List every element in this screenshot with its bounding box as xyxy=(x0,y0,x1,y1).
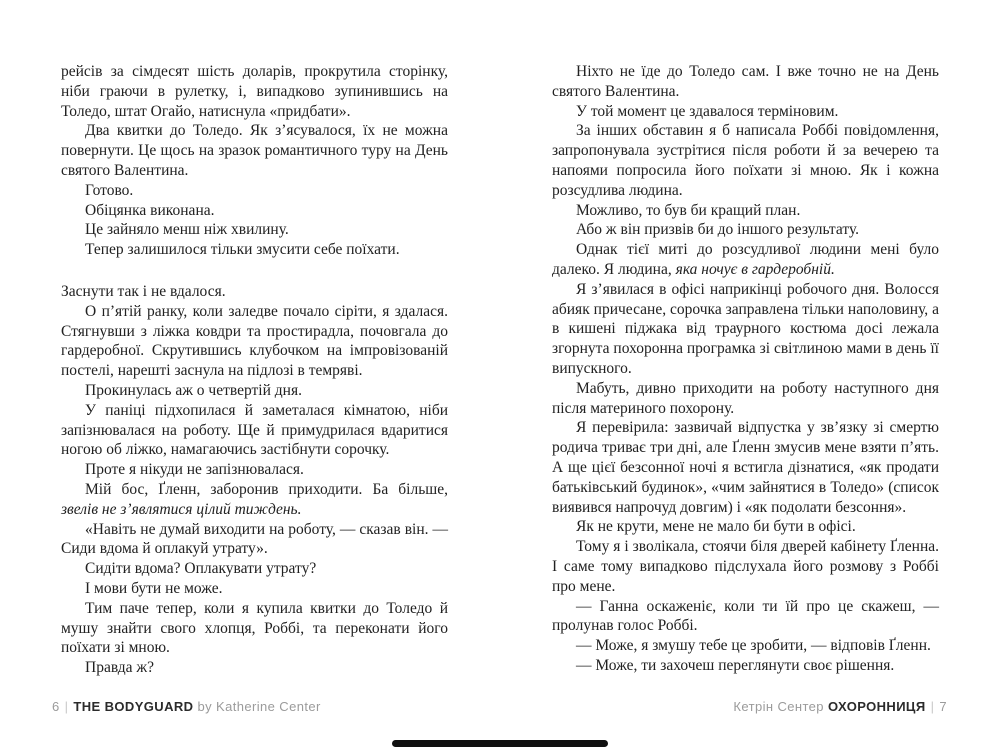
book-paragraph xyxy=(61,302,448,381)
book-paragraph xyxy=(61,579,448,599)
home-indicator-bar[interactable] xyxy=(392,740,608,747)
book-byline-text: by Katherine Center xyxy=(197,699,321,714)
text-segment: Як не крути, мене не мало би бути в офісі. xyxy=(576,518,856,536)
page-number-left: 6 xyxy=(52,699,60,714)
text-segment: Я перевірила: зазвичай відпустка у зв’язку зі смертю родича триває три дні, але Ґленн змусив мене взяти п’ять. А ще цієї безсонної ночі я встигла дізнатися, «як продати батьківський будинок», «чим зайнятися в Толедо» (список виявився напрочуд довгим) і «як подолати безсоння». xyxy=(552,419,939,516)
text-segment: Готово. xyxy=(85,181,134,199)
footer-right-separator: | xyxy=(930,699,935,714)
text-segment: Обіцянка виконана. xyxy=(85,201,215,219)
book-paragraph xyxy=(61,282,448,302)
text-segment: Або ж він призвів би до іншого результату. xyxy=(576,221,860,239)
text-segment: Ніхто не їде до Толедо сам. І вже точно не на День святого Валентина. xyxy=(552,63,939,100)
page-left-text-area[interactable] xyxy=(61,62,448,678)
text-segment: Сидіти вдома? Оплакувати утрату? xyxy=(85,560,317,578)
book-paragraph xyxy=(61,520,448,560)
book-title-ukrainian: ОХОРОННИЦЯ xyxy=(827,699,926,714)
book-paragraph xyxy=(552,240,939,280)
text-segment: Тепер залишилося тільки змусити себе поїхати. xyxy=(85,241,400,259)
book-paragraph xyxy=(552,121,939,200)
text-segment: Я з’явилася в офісі наприкінці робочого дня. Волосся абияк причесане, сорочка заправлена тільки наполовину, а в кишені піджака від траурного костюма досі лежала згорнута похоронна програмка зі світлиною мами в день її випускного. xyxy=(552,280,939,377)
text-segment: Мабуть, дивно приходити на роботу наступного дня після материного похорону. xyxy=(552,379,939,417)
book-paragraph xyxy=(61,401,448,460)
italic-text-segment: звелів не з’являтися цілий тиждень. xyxy=(61,500,302,518)
page-left-footer xyxy=(52,699,321,714)
text-segment: О п’ятій ранку, коли заледве почало сіріти, я здалася. Стягнувши з ліжка ковдри та простирадла, почовгала до гардеробної. Скрутившись клубочком на імпровізованій постелі, нарешті заснула на підлозі в темряві. xyxy=(61,302,448,380)
book-paragraph xyxy=(61,559,448,579)
book-paragraph xyxy=(552,636,939,656)
page-number-right: 7 xyxy=(939,699,947,714)
text-segment: Прокинулась аж о четвертій дня. xyxy=(85,381,302,399)
book-paragraph xyxy=(552,517,939,537)
book-paragraph xyxy=(61,381,448,401)
page-right-footer xyxy=(733,699,947,714)
book-paragraph xyxy=(61,201,448,221)
book-paragraph xyxy=(61,658,448,678)
book-paragraph xyxy=(552,418,939,517)
text-segment: Заснути так і не вдалося. xyxy=(61,282,226,300)
book-paragraph xyxy=(552,201,939,221)
book-paragraph xyxy=(552,102,939,122)
text-segment: Тим паче тепер, коли я купила квитки до Толедо й мушу знайти свого хлопця, Роббі, та переконати його поїхати зі мною. xyxy=(61,599,448,657)
book-paragraph xyxy=(61,599,448,658)
book-paragraph xyxy=(552,379,939,419)
footer-left-separator: | xyxy=(64,699,69,714)
text-segment: І мови бути не може. xyxy=(85,579,223,597)
text-segment: У паніці підхопилася й заметалася кімнатою, ніби запізнювалася на роботу. Ще й примудрилася вдаритися ногою об ліжко, намагаючись застібнути сорочку. xyxy=(61,401,448,459)
text-segment: Мій бос, Ґленн, заборонив приходити. Ба більше, xyxy=(85,480,448,498)
text-segment: Це зайняло менш ніж хвилину. xyxy=(85,221,289,239)
text-segment: Однак тієї миті до розсудливої людини мені було далеко. Я людина, xyxy=(552,241,939,278)
book-paragraph xyxy=(61,240,448,260)
book-paragraph xyxy=(552,62,939,102)
text-segment: — Може, я змушу тебе це зробити, — відповів Ґленн. xyxy=(576,637,931,655)
text-segment: Проте я нікуди не запізнювалася. xyxy=(85,461,304,479)
book-paragraph xyxy=(552,280,939,379)
book-paragraph xyxy=(61,220,448,240)
text-segment: — Може, ти захочеш переглянути своє рішення. xyxy=(576,656,895,674)
book-paragraph xyxy=(552,597,939,637)
page-right-text-area[interactable] xyxy=(552,62,939,676)
text-segment: «Навіть не думай виходити на роботу, — сказав він. — Сиди вдома й оплакуй утрату». xyxy=(61,520,448,558)
book-paragraph xyxy=(61,62,448,121)
text-segment: Два квитки до Толедо. Як з’ясувалося, їх не можна повернути. Це щось на зразок романтичного туру на День святого Валентина. xyxy=(61,122,448,179)
book-paragraph xyxy=(61,480,448,520)
text-segment: У той момент це здавалося терміновим. xyxy=(576,102,839,120)
book-paragraph xyxy=(552,537,939,596)
text-segment: Можливо, то був би кращий план. xyxy=(576,201,801,219)
book-paragraph xyxy=(61,181,448,201)
text-segment: — Ганна оскаженіє, коли ти їй про це скажеш, — пролунав голос Роббі. xyxy=(552,597,939,635)
italic-text-segment: яка ночує в гардеробній. xyxy=(675,260,835,278)
book-paragraph xyxy=(552,656,939,676)
book-author-ukrainian: Кетрін Сентер xyxy=(733,699,824,714)
text-segment: Тому я і зволікала, стоячи біля дверей кабінету Ґленна. І саме тому випадково підслухала його розмову з Роббі про мене. xyxy=(552,538,939,595)
book-paragraph xyxy=(61,121,448,180)
book-paragraph xyxy=(61,460,448,480)
text-segment: Правда ж? xyxy=(85,659,154,677)
text-segment: рейсів за сімдесят шість доларів, прокрутила сторінку, ніби граючи в рулетку, і, випадково зупинившись на Толедо, штат Огайо, натиснула «придбати». xyxy=(61,63,448,120)
book-paragraph xyxy=(552,220,939,240)
text-segment: За інших обставин я б написала Роббі повідомлення, запропонувала зустрітися після роботи й за вечерею та напоями попросила його поїхати зі мною. Як і кожна розсудлива людина. xyxy=(552,122,939,199)
book-title-english: THE BODYGUARD xyxy=(73,699,194,714)
